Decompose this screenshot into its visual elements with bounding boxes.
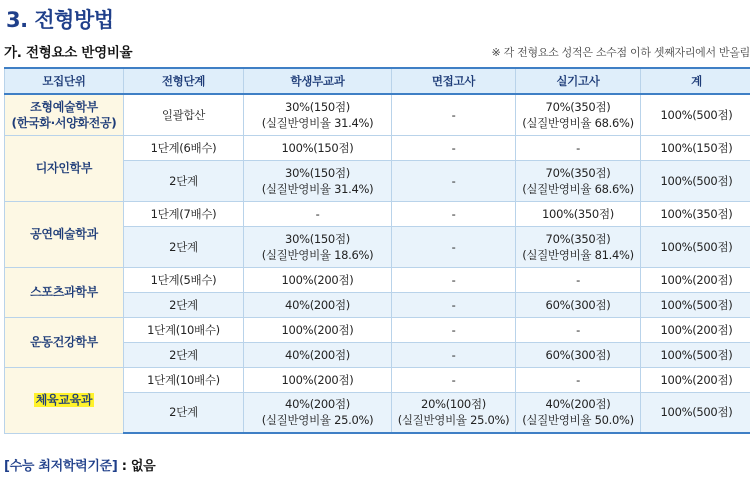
ratio-table [4,67,750,434]
interview-cell: - [392,342,516,367]
header-total: 계 [641,68,750,94]
csat-value: : 없음 [117,459,156,474]
school-record-cell: - [244,201,392,226]
unit-cell [5,367,124,433]
interview-cell: - [392,94,516,135]
interview-cell: - [392,367,516,392]
total-cell: 100%(500점) [641,392,750,433]
total-cell: 100%(500점) [641,226,750,267]
practical-cell: - [516,367,641,392]
header-unit: 모집단위 [5,68,124,94]
table-row [5,267,750,292]
stage-cell: 일괄합산 [124,94,244,135]
stage-cell: 2단계 [124,392,244,433]
total-cell: 100%(350점) [641,201,750,226]
table-header-row [5,68,750,94]
total-cell: 100%(500점) [641,94,750,135]
total-cell: 100%(500점) [641,342,750,367]
school-record-cell: 40%(200점) [244,342,392,367]
subsection-title: 가. 전형요소 반영비율 [4,45,133,61]
stage-cell: 1단계(10배수) [124,317,244,342]
school-record-cell: 30%(150점) (실질반영비율 31.4%) [244,160,392,201]
school-record-cell: 40%(200점) [244,292,392,317]
total-cell: 100%(500점) [641,160,750,201]
section-title: 3. 전형방법 [6,8,114,32]
total-cell: 100%(200점) [641,317,750,342]
school-record-cell: 100%(200점) [244,267,392,292]
practical-cell: - [516,267,641,292]
csat-label: [수능 최저학력기준] [4,459,118,474]
rounding-note: ※ 각 전형요소 성적은 소수점 이하 셋째자리에서 반올림 [491,46,750,59]
stage-cell: 1단계(7배수) [124,201,244,226]
school-record-cell: 30%(150점) (실질반영비율 31.4%) [244,94,392,135]
practical-cell: 70%(350점) (실질반영비율 81.4%) [516,226,641,267]
total-cell: 100%(150점) [641,135,750,160]
stage-cell: 2단계 [124,226,244,267]
practical-cell: 70%(350점) (실질반영비율 68.6%) [516,160,641,201]
highlighted-unit-name: 체육교육과 [35,393,93,407]
total-cell: 100%(200점) [641,367,750,392]
interview-cell: - [392,135,516,160]
unit-cell: 공연예술학과 [5,201,124,267]
table-row [5,317,750,342]
unit-cell: 조형예술학부 (한국화·서양화전공) [5,94,124,135]
header-school-record: 학생부교과 [244,68,392,94]
practical-cell: 40%(200점) (실질반영비율 50.0%) [516,392,641,433]
interview-cell: 20%(100점) (실질반영비율 25.0%) [392,392,516,433]
school-record-cell: 40%(200점) (실질반영비율 25.0%) [244,392,392,433]
table-row [5,94,750,135]
stage-cell: 2단계 [124,342,244,367]
table-row [5,201,750,226]
table-row [5,135,750,160]
practical-cell: - [516,317,641,342]
header-practical: 실기고사 [516,68,641,94]
interview-cell: - [392,292,516,317]
interview-cell: - [392,226,516,267]
school-record-cell: 100%(200점) [244,317,392,342]
school-record-cell: 100%(150점) [244,135,392,160]
table-row [5,367,750,392]
interview-cell: - [392,201,516,226]
practical-cell: 60%(300점) [516,292,641,317]
csat-minimum-requirement [4,455,155,474]
stage-cell: 1단계(10배수) [124,367,244,392]
practical-cell: - [516,135,641,160]
interview-cell: - [392,317,516,342]
unit-cell: 스포츠과학부 [5,267,124,317]
total-cell: 100%(500점) [641,292,750,317]
stage-cell: 1단계(5배수) [124,267,244,292]
practical-cell: 60%(300점) [516,342,641,367]
school-record-cell: 30%(150점) (실질반영비율 18.6%) [244,226,392,267]
stage-cell: 1단계(6배수) [124,135,244,160]
unit-cell: 운동건강학부 [5,317,124,367]
practical-cell: 100%(350점) [516,201,641,226]
school-record-cell: 100%(200점) [244,367,392,392]
interview-cell: - [392,267,516,292]
total-cell: 100%(200점) [641,267,750,292]
practical-cell: 70%(350점) (실질반영비율 68.6%) [516,94,641,135]
stage-cell: 2단계 [124,160,244,201]
unit-cell: 디자인학부 [5,135,124,201]
header-stage: 전형단계 [124,68,244,94]
interview-cell: - [392,160,516,201]
stage-cell: 2단계 [124,292,244,317]
header-interview: 면접고사 [392,68,516,94]
